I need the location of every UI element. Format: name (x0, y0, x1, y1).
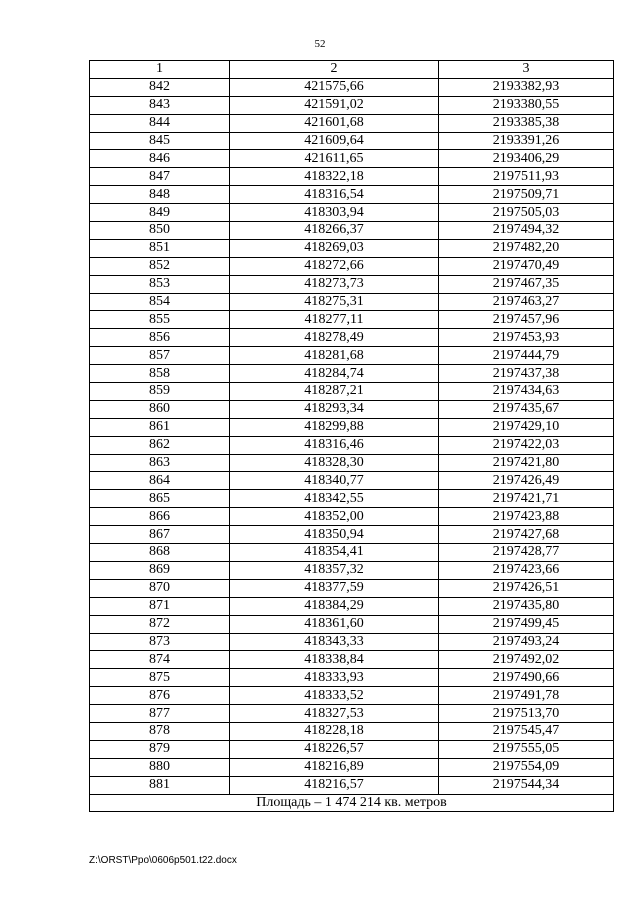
y-coordinate-cell: 2197509,71 (439, 186, 614, 204)
x-coordinate-cell: 418377,59 (230, 579, 439, 597)
x-coordinate-cell: 418340,77 (230, 472, 439, 490)
table-row (90, 615, 614, 633)
point-number-cell: 873 (90, 633, 230, 651)
point-number-cell: 870 (90, 579, 230, 597)
table-row (90, 490, 614, 508)
x-coordinate-cell: 418384,29 (230, 597, 439, 615)
table-row (90, 544, 614, 562)
point-number-cell: 850 (90, 222, 230, 240)
x-coordinate-cell: 418322,18 (230, 168, 439, 186)
point-number-cell: 877 (90, 705, 230, 723)
table-row (90, 705, 614, 723)
table-row (90, 204, 614, 222)
table-row (90, 168, 614, 186)
x-coordinate-cell: 418269,03 (230, 239, 439, 257)
table-row (90, 722, 614, 740)
y-coordinate-cell: 2197494,32 (439, 222, 614, 240)
table-row (90, 78, 614, 96)
point-number-cell: 852 (90, 257, 230, 275)
point-number-cell: 872 (90, 615, 230, 633)
column-header-3: 3 (439, 61, 614, 79)
point-number-cell: 881 (90, 776, 230, 794)
x-coordinate-cell: 418352,00 (230, 508, 439, 526)
y-coordinate-cell: 2197453,93 (439, 329, 614, 347)
x-coordinate-cell: 418303,94 (230, 204, 439, 222)
table-row (90, 561, 614, 579)
point-number-cell: 876 (90, 687, 230, 705)
table-row (90, 418, 614, 436)
x-coordinate-cell: 418316,54 (230, 186, 439, 204)
table-body (90, 78, 614, 794)
column-header-2: 2 (230, 61, 439, 79)
table-footer (90, 794, 614, 812)
y-coordinate-cell: 2197511,93 (439, 168, 614, 186)
y-coordinate-cell: 2197470,49 (439, 257, 614, 275)
table-row (90, 758, 614, 776)
table-row (90, 257, 614, 275)
y-coordinate-cell: 2197555,05 (439, 740, 614, 758)
point-number-cell: 879 (90, 740, 230, 758)
x-coordinate-cell: 418287,21 (230, 383, 439, 401)
point-number-cell: 864 (90, 472, 230, 490)
y-coordinate-cell: 2197423,66 (439, 561, 614, 579)
y-coordinate-cell: 2197423,88 (439, 508, 614, 526)
point-number-cell: 856 (90, 329, 230, 347)
area-row (90, 794, 614, 812)
x-coordinate-cell: 418273,73 (230, 275, 439, 293)
point-number-cell: 857 (90, 347, 230, 365)
table-row (90, 400, 614, 418)
y-coordinate-cell: 2197499,45 (439, 615, 614, 633)
x-coordinate-cell: 418281,68 (230, 347, 439, 365)
y-coordinate-cell: 2197554,09 (439, 758, 614, 776)
y-coordinate-cell: 2197429,10 (439, 418, 614, 436)
y-coordinate-cell: 2197421,80 (439, 454, 614, 472)
x-coordinate-cell: 418216,89 (230, 758, 439, 776)
point-number-cell: 851 (90, 239, 230, 257)
table-row (90, 740, 614, 758)
y-coordinate-cell: 2197422,03 (439, 436, 614, 454)
table-row (90, 222, 614, 240)
table-row (90, 454, 614, 472)
y-coordinate-cell: 2197428,77 (439, 544, 614, 562)
y-coordinate-cell: 2197426,51 (439, 579, 614, 597)
x-coordinate-cell: 418226,57 (230, 740, 439, 758)
point-number-cell: 874 (90, 651, 230, 669)
y-coordinate-cell: 2197491,78 (439, 687, 614, 705)
point-number-cell: 871 (90, 597, 230, 615)
table-row (90, 96, 614, 114)
header-row (90, 61, 614, 79)
table-header (90, 61, 614, 79)
point-number-cell: 880 (90, 758, 230, 776)
y-coordinate-cell: 2197434,63 (439, 383, 614, 401)
x-coordinate-cell: 418333,93 (230, 669, 439, 687)
point-number-cell: 844 (90, 114, 230, 132)
point-number-cell: 849 (90, 204, 230, 222)
table-row (90, 633, 614, 651)
point-number-cell: 842 (90, 78, 230, 96)
table-row (90, 776, 614, 794)
table-row (90, 508, 614, 526)
y-coordinate-cell: 2197421,71 (439, 490, 614, 508)
y-coordinate-cell: 2197457,96 (439, 311, 614, 329)
x-coordinate-cell: 418357,32 (230, 561, 439, 579)
table-row (90, 186, 614, 204)
point-number-cell: 858 (90, 365, 230, 383)
table-row (90, 472, 614, 490)
point-number-cell: 865 (90, 490, 230, 508)
table-row (90, 651, 614, 669)
file-path: Z:\ORST\Ppo\0606p501.t22.docx (89, 855, 237, 866)
x-coordinate-cell: 418293,34 (230, 400, 439, 418)
y-coordinate-cell: 2193406,29 (439, 150, 614, 168)
point-number-cell: 847 (90, 168, 230, 186)
table-row (90, 669, 614, 687)
table-row (90, 150, 614, 168)
y-coordinate-cell: 2193380,55 (439, 96, 614, 114)
point-number-cell: 860 (90, 400, 230, 418)
y-coordinate-cell: 2197435,80 (439, 597, 614, 615)
area-total: Площадь – 1 474 214 кв. метров (90, 794, 614, 812)
y-coordinate-cell: 2197492,02 (439, 651, 614, 669)
point-number-cell: 854 (90, 293, 230, 311)
y-coordinate-cell: 2193385,38 (439, 114, 614, 132)
y-coordinate-cell: 2197463,27 (439, 293, 614, 311)
y-coordinate-cell: 2197545,47 (439, 722, 614, 740)
point-number-cell: 869 (90, 561, 230, 579)
point-number-cell: 845 (90, 132, 230, 150)
y-coordinate-cell: 2197435,67 (439, 400, 614, 418)
column-header-1: 1 (90, 61, 230, 79)
table-row (90, 526, 614, 544)
table-row (90, 383, 614, 401)
table-row (90, 436, 614, 454)
point-number-cell: 862 (90, 436, 230, 454)
x-coordinate-cell: 418272,66 (230, 257, 439, 275)
table-row (90, 132, 614, 150)
point-number-cell: 855 (90, 311, 230, 329)
x-coordinate-cell: 418342,55 (230, 490, 439, 508)
point-number-cell: 868 (90, 544, 230, 562)
point-number-cell: 853 (90, 275, 230, 293)
point-number-cell: 848 (90, 186, 230, 204)
x-coordinate-cell: 418277,11 (230, 311, 439, 329)
table-row (90, 597, 614, 615)
point-number-cell: 859 (90, 383, 230, 401)
x-coordinate-cell: 418228,18 (230, 722, 439, 740)
y-coordinate-cell: 2197490,66 (439, 669, 614, 687)
page-number: 52 (314, 38, 326, 50)
coordinates-table (89, 60, 614, 812)
point-number-cell: 875 (90, 669, 230, 687)
table-row (90, 275, 614, 293)
x-coordinate-cell: 418278,49 (230, 329, 439, 347)
x-coordinate-cell: 418328,30 (230, 454, 439, 472)
x-coordinate-cell: 418266,37 (230, 222, 439, 240)
table-row (90, 329, 614, 347)
x-coordinate-cell: 418361,60 (230, 615, 439, 633)
x-coordinate-cell: 418275,31 (230, 293, 439, 311)
y-coordinate-cell: 2197427,68 (439, 526, 614, 544)
table-row (90, 579, 614, 597)
y-coordinate-cell: 2197426,49 (439, 472, 614, 490)
y-coordinate-cell: 2197482,20 (439, 239, 614, 257)
x-coordinate-cell: 418316,46 (230, 436, 439, 454)
y-coordinate-cell: 2193391,26 (439, 132, 614, 150)
table-row (90, 365, 614, 383)
table-row (90, 293, 614, 311)
point-number-cell: 866 (90, 508, 230, 526)
x-coordinate-cell: 418350,94 (230, 526, 439, 544)
y-coordinate-cell: 2197544,34 (439, 776, 614, 794)
point-number-cell: 867 (90, 526, 230, 544)
y-coordinate-cell: 2197513,70 (439, 705, 614, 723)
y-coordinate-cell: 2197505,03 (439, 204, 614, 222)
point-number-cell: 863 (90, 454, 230, 472)
x-coordinate-cell: 421591,02 (230, 96, 439, 114)
point-number-cell: 843 (90, 96, 230, 114)
table-row (90, 687, 614, 705)
x-coordinate-cell: 421575,66 (230, 78, 439, 96)
point-number-cell: 861 (90, 418, 230, 436)
y-coordinate-cell: 2197437,38 (439, 365, 614, 383)
y-coordinate-cell: 2197444,79 (439, 347, 614, 365)
table-row (90, 239, 614, 257)
x-coordinate-cell: 421611,65 (230, 150, 439, 168)
x-coordinate-cell: 418299,88 (230, 418, 439, 436)
y-coordinate-cell: 2197493,24 (439, 633, 614, 651)
x-coordinate-cell: 418343,33 (230, 633, 439, 651)
x-coordinate-cell: 418333,52 (230, 687, 439, 705)
y-coordinate-cell: 2193382,93 (439, 78, 614, 96)
x-coordinate-cell: 421609,64 (230, 132, 439, 150)
point-number-cell: 846 (90, 150, 230, 168)
x-coordinate-cell: 418216,57 (230, 776, 439, 794)
x-coordinate-cell: 421601,68 (230, 114, 439, 132)
x-coordinate-cell: 418338,84 (230, 651, 439, 669)
x-coordinate-cell: 418284,74 (230, 365, 439, 383)
y-coordinate-cell: 2197467,35 (439, 275, 614, 293)
x-coordinate-cell: 418327,53 (230, 705, 439, 723)
x-coordinate-cell: 418354,41 (230, 544, 439, 562)
table-row (90, 347, 614, 365)
point-number-cell: 878 (90, 722, 230, 740)
table-row (90, 311, 614, 329)
table-row (90, 114, 614, 132)
